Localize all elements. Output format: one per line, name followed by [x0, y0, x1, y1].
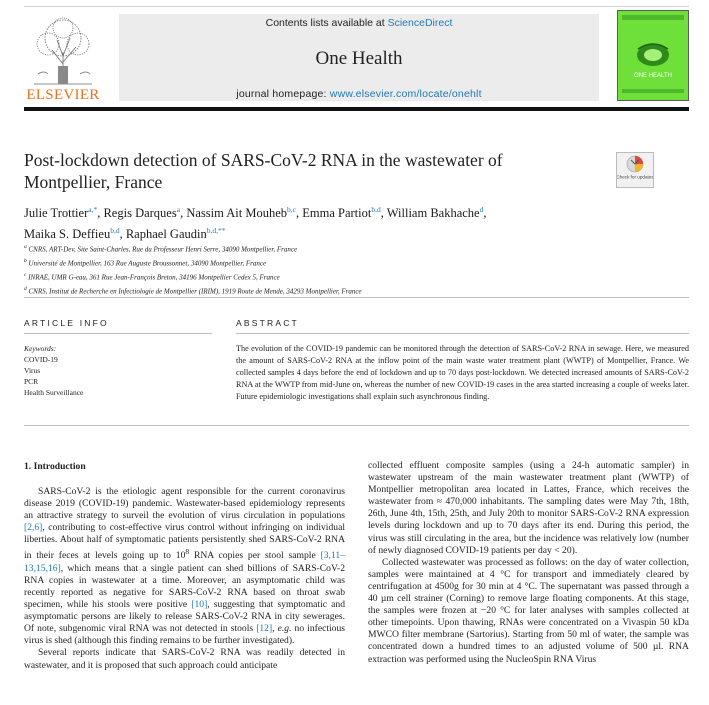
affiliation-list	[24, 242, 644, 298]
homepage-prefix: journal homepage:	[236, 88, 330, 100]
article-title: Post-lockdown detection of SARS-CoV-2 RNA in the wastewater of Montpellier, France	[24, 150, 503, 192]
journal-cover-art-icon	[618, 11, 688, 100]
body-paragraph	[368, 460, 689, 557]
journal-masthead	[119, 14, 599, 101]
keywords-list	[24, 354, 83, 398]
homepage-link[interactable]: www.elsevier.com/locate/onehlt	[329, 88, 482, 100]
author-name[interactable]: Julie Trottier	[24, 206, 89, 221]
journal-title[interactable]: One Health	[315, 48, 403, 69]
body-paragraph	[24, 486, 345, 647]
author-affiliation-marker[interactable]: a,*	[88, 205, 98, 214]
article-info-rule	[24, 333, 212, 334]
abstract-heading: ABSTRACT	[236, 318, 299, 328]
introduction-heading: 1. Introduction	[24, 461, 86, 472]
contents-line	[119, 17, 599, 29]
affiliation: $^b$ Université de Montpellier, 163 Rue Auguste Broussonnet, 34090 Montpellier, France	[24, 257, 267, 268]
body-text: Several reports indicate that SARS-CoV-2 RNA was readily detected in wastewater, and it is proposed that such approach could anticipate	[24, 647, 345, 671]
keywords-label: Keywords:	[24, 344, 57, 353]
affiliation: $^d$ CNRS, Institut de Recherche en Infectiologie de Montpellier (IRIM), 1919 Route de Mende, 34293 Montpellier, France	[24, 285, 362, 296]
body-text: no infectious virus is shed (although this finding remains to be further investigated).	[24, 623, 346, 647]
body-paragraph	[24, 647, 345, 671]
crossmark-label: Check for updates	[617, 174, 653, 180]
body-text: , which means that a single patient can shed billions of SARS-CoV-2 RNA copies in wastewater at a time. Moreover, an asymptomatic child was recently reported as negative for SARS-CoV-2 RNA based on throat swab specimen, while his stools were positive	[24, 562, 345, 611]
author-name[interactable]: William Bakhache	[386, 206, 480, 221]
body-left-column	[24, 486, 345, 672]
publisher-name: ELSEVIER	[26, 87, 100, 103]
contents-prefix: Contents lists available at	[265, 17, 388, 29]
citation-link[interactable]: [12]	[256, 623, 273, 635]
keyword[interactable]: Health Surveillance	[24, 388, 84, 397]
citation-link[interactable]: [10]	[191, 599, 208, 611]
author-list: Julie Trottier$^{a,*}$, Regis Darques$^a$, Nassim Ait Mouheb$^{b,c}$, Emma Partiot$^{b,d}$, William Bakhache$^d$, Maika S. Deffieu$^{b,d}$, Raphael Gaudin$^{b,d,**}$	[24, 205, 487, 242]
author-affiliation-marker[interactable]: b,d,**	[206, 226, 226, 236]
top-rule	[24, 6, 689, 7]
body-text: , contributing to cost-effective virus control without infringing on individual liberties. About half of symptomatic patients persistently shed SARS-CoV-2 RNA in their feces at levels going up to 10	[24, 522, 345, 562]
author-affiliation-marker[interactable]: b,d	[371, 205, 381, 214]
author-name[interactable]: Regis Darques	[103, 206, 177, 221]
body-text: SARS-CoV-2 is the etiologic agent responsible for the current coronavirus disease 2019 (COVID-19) pandemic. Wastewater-based epidemiology represents an attractive strategy to surveil the evolution of virus circulation in populations	[24, 486, 345, 522]
abstract-text: The evolution of the COVID-19 pandemic can be monitored through the detection of SARS-CoV-2 RNA in sewage. Here, we measured the amount of SARS-CoV-2 RNA at the inflow point of the main waste water treatment plant (WWTP) of Montpellier, France. We collected samples 4 days before the end of lockdown and up to 70 days post-lockdown. We detected increased amounts of SARS-CoV-2 RNA at the WWTP from mid-June on, whereas the number of new COVID-19 cases in the area started increasing a couple of weeks later. Future epidemiologic investigations shall explain such asynchronous finding.	[236, 344, 689, 402]
cover-label: ONE HEALTH	[634, 73, 672, 79]
crossmark-icon	[617, 153, 653, 187]
body-paragraph	[368, 557, 689, 666]
body-text: Collected wastewater was processed as follows: on the day of water collection, samples were maintained at 4 °C for transport and immediately cleared by centrifugation at 4500g for 30 min at 4 °C. The supernatant was passed through a 40 µm cell strainer (Corning) to remove large floating components. At this stage, the samples were frozen at −20 °C for later analyses with samples collected at other timepoints. Upon thawing, RNAs were concentrated on a Vivaspin 50 kDa MWCO filter membrane (Sartorius). Starting from 50 ml of water, the sample was concentrated down a hundred times to an adjusted volume of 500 µl. RNA extraction was performed using the NucleoSpin RNA Virus	[368, 556, 689, 665]
superscript: 8	[185, 547, 190, 557]
keyword[interactable]: PCR	[24, 377, 39, 386]
author-name[interactable]: Emma Partiot	[302, 206, 372, 221]
author-affiliation-marker[interactable]: d	[479, 205, 484, 214]
author-affiliation-marker[interactable]: b,c	[287, 205, 296, 214]
italic-text: e.g.	[277, 623, 292, 635]
body-right-column	[368, 460, 689, 666]
affiliation: $^c$ INRAE, UMR G-eau, 361 Rue Jean-François Breton, 34196 Montpellier Cedex 5, France	[24, 271, 280, 282]
citation-link[interactable]: [2,6]	[24, 522, 43, 534]
abstract-rule	[236, 333, 689, 334]
author-affiliation-marker[interactable]: a	[176, 205, 181, 214]
journal-cover[interactable]	[617, 10, 689, 101]
body-text: RNA copies per stool sample	[189, 550, 321, 562]
section-rule-top	[24, 297, 689, 298]
affiliation: $^a$ CNRS, ART-Dev, Site Saint-Charles, Rue du Professeur Henri Serre, 34090 Montpellier, France	[24, 244, 298, 254]
author-affiliation-marker[interactable]: b,d	[110, 226, 120, 236]
elsevier-logo[interactable]	[24, 14, 102, 104]
section-rule-bottom	[24, 425, 689, 426]
author-name[interactable]: Raphael Gaudin	[125, 227, 207, 242]
header-rule	[24, 107, 689, 111]
sciencedirect-link[interactable]: ScienceDirect	[387, 17, 453, 29]
author-name[interactable]: Maika S. Deffieu	[24, 227, 111, 242]
article-info-heading: ARTICLE INFO	[24, 318, 109, 328]
keyword[interactable]: COVID-19	[24, 355, 58, 364]
journal-homepage	[119, 88, 599, 100]
keyword[interactable]: Virus	[24, 366, 41, 375]
check-for-updates-button[interactable]	[616, 152, 654, 188]
author-name[interactable]: Nassim Ait Mouheb	[186, 206, 288, 221]
body-text: collected effluent composite samples (using a 24-h automatic sampler) in wastewater upstream of the main wastewater treatment plant (WWTP) of Montpellier metropolitan area located in Lattes, France, which receives the wastewater from ≈ 470,000 inhabitants. The sampling dates were May 7th, 18th, 26th, June 4th, 15th, 25th, and July 20th to monitor SARS-CoV-2 RNA expression levels during lockdown and up to 70 days after its end. During this period, the virus was still circulating in the area, but the incidence was relatively low (number of newly diagnosed COVID-19 patients per day < 20).	[368, 460, 689, 556]
elsevier-tree-icon	[24, 14, 102, 86]
body-text: , suggesting that symptomatic and asymptomatic persons are likely to release SARS-CoV-2 RNA in city sewerages. Of note, subgenomic viral RNA was not detected in stools	[24, 599, 345, 635]
body-text: ,	[272, 623, 278, 635]
citation-link[interactable]: [3,11–13,15,16]	[24, 550, 345, 574]
